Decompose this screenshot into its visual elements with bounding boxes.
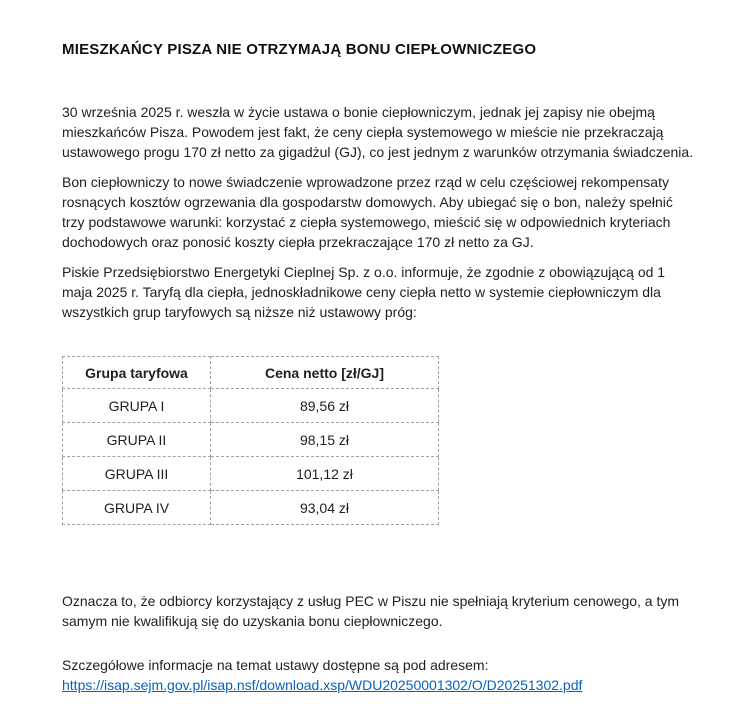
table-cell-price: 89,56 zł bbox=[211, 389, 439, 423]
table-cell-group: GRUPA III bbox=[63, 457, 211, 491]
table-header-group: Grupa taryfowa bbox=[63, 357, 211, 389]
paragraph-bon-conditions: Bon ciepłowniczy to nowe świadczenie wprowadzone przez rząd w celu częściowej rekompensaty rosnących kosztów ogrzewania dla gospodarstw domowych. Aby ubiegać się o bon, należy spełnić trzy podstawowe warunki: korzystać z ciepła systemowego, mieścić się w odpowiednich kryteriach dochodowych oraz ponosić koszty ciepła przekraczające 170 zł netto za GJ. bbox=[62, 174, 673, 250]
table-cell-price: 93,04 zł bbox=[211, 491, 439, 525]
paragraph-more-info: Szczegółowe informacje na temat ustawy dostępne są pod adresem: bbox=[62, 657, 489, 673]
paragraph-conclusion: Oznacza to, że odbiorcy korzystający z usług PEC w Piszu nie spełniają kryterium cenowego, a tym samym nie kwalifikują się do uzyskania bonu ciepłowniczego. bbox=[62, 593, 680, 629]
table-header-row bbox=[63, 357, 439, 389]
table-cell-price: 98,15 zł bbox=[211, 423, 439, 457]
table-cell-group: GRUPA I bbox=[63, 389, 211, 423]
table-row bbox=[63, 457, 439, 491]
table-row bbox=[63, 389, 439, 423]
paragraph-intro: 30 września 2025 r. weszła w życie ustawa o bonie ciepłowniczym, jednak jej zapisy nie obejmą mieszkańców Pisza. Powodem jest fakt, że ceny ciepła systemowego w mieście nie przekraczają ustawowego progu 170 zł netto za gigadżul (GJ), co jest jednym z warunków otrzymania świadczenia. bbox=[62, 104, 694, 160]
table-header-price: Cena netto [zł/GJ] bbox=[211, 357, 439, 389]
link-line bbox=[62, 675, 696, 695]
table-row bbox=[63, 423, 439, 457]
page-title: MIESZKAŃCY PISZA NIE OTRZYMAJĄ BONU CIEPŁOWNICZEGO bbox=[62, 41, 537, 58]
paragraph-pec-info: Piskie Przedsiębiorstwo Energetyki Cieplnej Sp. z o.o. informuje, że zgodnie z obowiązującą od 1 maja 2025 r. Taryfą dla ciepła, jednoskładnikowe ceny ciepła netto w systemie ciepłowniczym dla wszystkich grup taryfowych są niższe niż ustawowy próg: bbox=[62, 264, 666, 320]
table-cell-group: GRUPA IV bbox=[63, 491, 211, 525]
source-link[interactable]: https://isap.sejm.gov.pl/isap.nsf/download.xsp/WDU20250001302/O/D20251302.pdf bbox=[62, 677, 583, 693]
table-row bbox=[63, 491, 439, 525]
table-cell-group: GRUPA II bbox=[63, 423, 211, 457]
tariff-table bbox=[62, 356, 439, 525]
table-cell-price: 101,12 zł bbox=[211, 457, 439, 491]
